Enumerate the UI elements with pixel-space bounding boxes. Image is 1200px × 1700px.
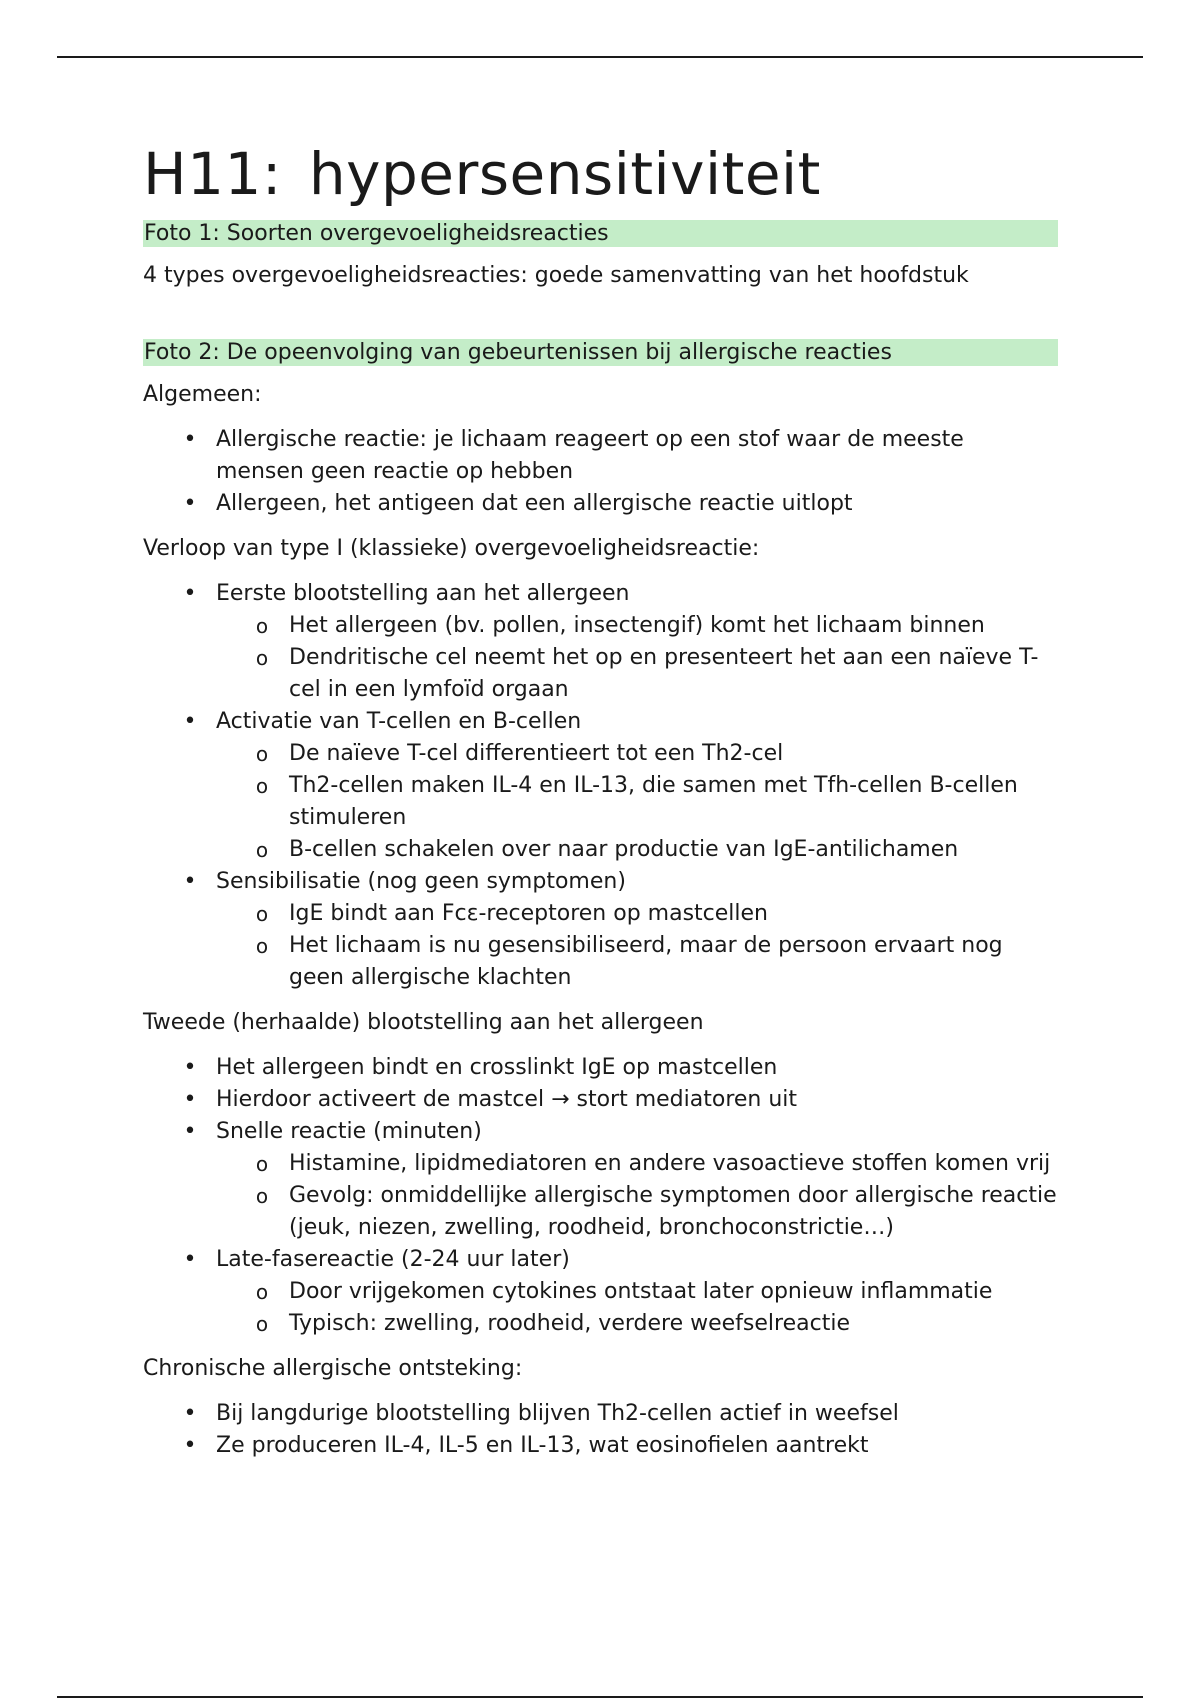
second-exposure-list (143, 1052, 1058, 1340)
sub-list-item-text: Gevolg: onmiddellijke allergische symptomen door allergische reactie (jeuk, niezen, zwelling, roodheid, bronchoconstrictie…) (289, 1183, 1057, 1240)
list-item-text: Snelle reactie (minuten) (216, 1119, 482, 1144)
sub-bullet-icon: o (255, 934, 269, 958)
general-label: Algemeen: (143, 382, 262, 407)
bullet-icon: • (183, 1119, 197, 1144)
sub-list-item (216, 770, 1058, 834)
list-item (143, 424, 1058, 488)
sub-bullet-icon: o (255, 838, 269, 862)
list-item (143, 1398, 1058, 1430)
list-item (143, 1084, 1058, 1116)
list-item-text: Hierdoor activeert de mastcel → stort mediatoren uit (216, 1087, 798, 1112)
sub-list-item (216, 1180, 1058, 1244)
list-item (143, 1430, 1058, 1462)
sub-list-item (216, 610, 1058, 642)
bullet-icon: • (183, 1247, 197, 1272)
sub-list-item (216, 834, 1058, 866)
footer-rule (57, 1696, 1143, 1698)
bullet-icon: • (183, 709, 197, 734)
second-exposure-label: Tweede (herhaalde) blootstelling aan het allergeen (143, 1010, 704, 1035)
bullet-icon: • (183, 1055, 197, 1080)
course-label: Verloop van type I (klassieke) overgevoeligheidsreactie: (143, 536, 760, 561)
list-item-text: Activatie van T-cellen en B-cellen (216, 709, 582, 734)
bullet-icon: • (183, 1433, 197, 1458)
sub-list-item-text: Dendritische cel neemt het op en presenteert het aan een naïeve T-cel in een lymfoïd orgaan (289, 645, 1039, 702)
list-item (143, 578, 1058, 706)
list-item (143, 866, 1058, 994)
list-item (143, 706, 1058, 866)
sub-bullet-icon: o (255, 646, 269, 670)
list-item (143, 1244, 1058, 1340)
sub-bullet-icon: o (255, 1184, 269, 1208)
chronic-label: Chronische allergische ontsteking: (143, 1356, 523, 1381)
sub-list-item-text: Th2-cellen maken IL-4 en IL-13, die samen met Tfh-cellen B-cellen stimuleren (289, 773, 1018, 830)
course-list (143, 578, 1058, 994)
bullet-icon: • (183, 1401, 197, 1426)
sub-list (216, 898, 1058, 994)
list-item-text: Sensibilisatie (nog geen symptomen) (216, 869, 626, 894)
sub-list-item-text: Typisch: zwelling, roodheid, verdere weefselreactie (289, 1311, 850, 1336)
sub-list-item-text: Histamine, lipidmediatoren en andere vasoactieve stoffen komen vrij (289, 1151, 1051, 1176)
sub-list (216, 1276, 1058, 1340)
sub-bullet-icon: o (255, 1280, 269, 1304)
sub-list-item (216, 642, 1058, 706)
page-title: H11: hypersensitiviteit (143, 140, 821, 208)
spacer (143, 305, 1058, 339)
sub-list-item (216, 898, 1058, 930)
list-item-text: Eerste blootstelling aan het allergeen (216, 581, 630, 606)
sub-list-item-text: Het lichaam is nu gesensibiliseerd, maar de persoon ervaart nog geen allergische klachten (289, 933, 1003, 990)
sub-list-item-text: Door vrijgekomen cytokines ontstaat later opnieuw inflammatie (289, 1279, 993, 1304)
list-item-text: Ze produceren IL-4, IL-5 en IL-13, wat eosinofielen aantrekt (216, 1433, 869, 1458)
list-item (143, 1116, 1058, 1244)
bullet-icon: • (183, 1087, 197, 1112)
bullet-icon: • (183, 869, 197, 894)
bullet-icon: • (183, 491, 197, 516)
sub-list-item (216, 1308, 1058, 1340)
list-item (143, 488, 1058, 520)
bullet-icon: • (183, 427, 197, 452)
sub-list (216, 738, 1058, 866)
sub-list-item (216, 738, 1058, 770)
list-item-text: Allergische reactie: je lichaam reageert op een stof waar de meeste mensen geen reactie op hebben (216, 427, 964, 484)
chronic-list (143, 1398, 1058, 1462)
sub-bullet-icon: o (255, 902, 269, 926)
sub-bullet-icon: o (255, 614, 269, 638)
sub-list (216, 610, 1058, 706)
sub-list-item-text: De naïeve T-cel differentieert tot een Th2-cel (289, 741, 784, 766)
sub-bullet-icon: o (255, 774, 269, 798)
sub-bullet-icon: o (255, 742, 269, 766)
list-item-text: Bij langdurige blootstelling blijven Th2-cellen actief in weefsel (216, 1401, 899, 1426)
section-1-text: 4 types overgevoeligheidsreacties: goede samenvatting van het hoofdstuk (143, 263, 969, 288)
bullet-icon: • (183, 581, 197, 606)
section-heading-foto-1: Foto 1: Soorten overgevoeligheidsreacties (143, 220, 1058, 247)
document-body (143, 138, 1058, 1476)
sub-list-item-text: Het allergeen (bv. pollen, insectengif) komt het lichaam binnen (289, 613, 985, 638)
sub-bullet-icon: o (255, 1152, 269, 1176)
header-rule (57, 56, 1143, 58)
list-item-text: Het allergeen bindt en crosslinkt IgE op mastcellen (216, 1055, 778, 1080)
section-heading-foto-2: Foto 2: De opeenvolging van gebeurtenissen bij allergische reacties (143, 339, 1058, 366)
sub-list-item (216, 1148, 1058, 1180)
sub-list-item (216, 1276, 1058, 1308)
general-list (143, 424, 1058, 520)
list-item (143, 1052, 1058, 1084)
list-item-text: Allergeen, het antigeen dat een allergische reactie uitlopt (216, 491, 853, 516)
list-item-text: Late-fasereactie (2-24 uur later) (216, 1247, 570, 1272)
sub-list-item-text: B-cellen schakelen over naar productie van IgE-antilichamen (289, 837, 959, 862)
sub-bullet-icon: o (255, 1312, 269, 1336)
sub-list-item-text: IgE bindt aan Fcε-receptoren op mastcellen (289, 901, 768, 926)
sub-list-item (216, 930, 1058, 994)
sub-list (216, 1148, 1058, 1244)
